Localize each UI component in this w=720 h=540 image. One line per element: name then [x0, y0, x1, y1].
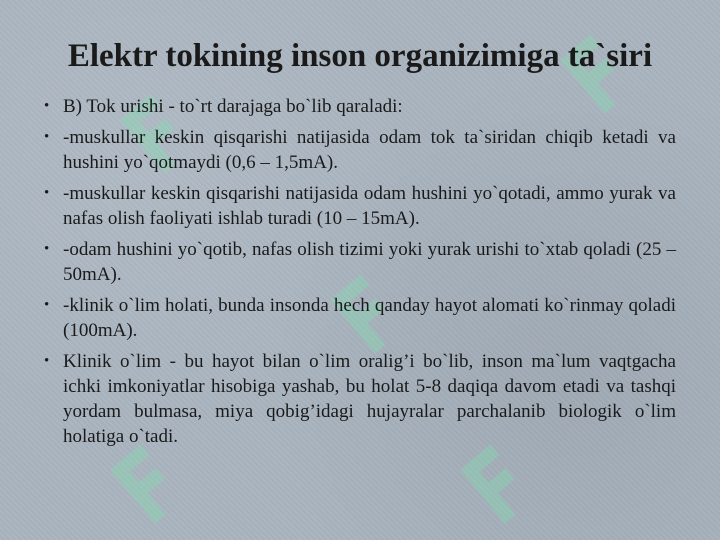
bullet-text-6: Klinik o`lim - bu hayot bilan o`lim oralig’i bo`lib, inson ma`lum vaqtgacha ichki imkoniyatlar hisobiga yashab, bu holat 5-8 daqiqa davom etadi va tashqi yordam bulmasa, miya qobig’idagi hujayralar parchalanib biologik o`lim holatiga o`tadi. [63, 351, 676, 447]
watermark-logo-bottom-right [460, 444, 536, 523]
bullet-glyph: • [44, 353, 50, 369]
bullet-glyph: • [44, 129, 50, 145]
bullet-glyph: • [44, 241, 50, 257]
bullet-text-2: -muskullar keskin qisqarishi natijasida odam tok ta`siridan chiqib ketadi va hushini yo`qotmaydi (0,6 – 1,5mA). [63, 127, 676, 173]
bullet-item-2 [44, 125, 676, 175]
bullet-item-1 [44, 94, 676, 119]
watermark-logo-bottom-left [110, 444, 186, 523]
bullet-item-3 [44, 181, 676, 231]
bullet-item-5 [44, 293, 676, 343]
bullet-item-6 [44, 349, 676, 449]
bullet-text-3: -muskullar keskin qisqarishi natijasida odam hushini yo`qotadi, ammo yurak va nafas olish faoliyati ishlab turadi (10 – 15mA). [63, 183, 676, 229]
slide-title: Elektr tokining inson organizimiga ta`siri [67, 38, 653, 74]
bullet-glyph: • [44, 185, 50, 201]
bullet-text-1: B) Tok urishi - to`rt darajaga bo`lib qaraladi: [63, 96, 403, 117]
bullet-text-4: -odam hushini yo`qotib, nafas olish tizimi yoki yurak urishi to`xtab qoladi (25 – 50mA). [63, 239, 676, 285]
bullet-glyph: • [44, 98, 50, 114]
bullet-glyph: • [44, 297, 50, 313]
bullet-text-5: -klinik o`lim holati, bunda insonda hech qanday hayot alomati ko`rinmay qoladi (100mA). [63, 295, 676, 341]
bullet-item-4 [44, 237, 676, 287]
bullet-list [44, 94, 676, 455]
